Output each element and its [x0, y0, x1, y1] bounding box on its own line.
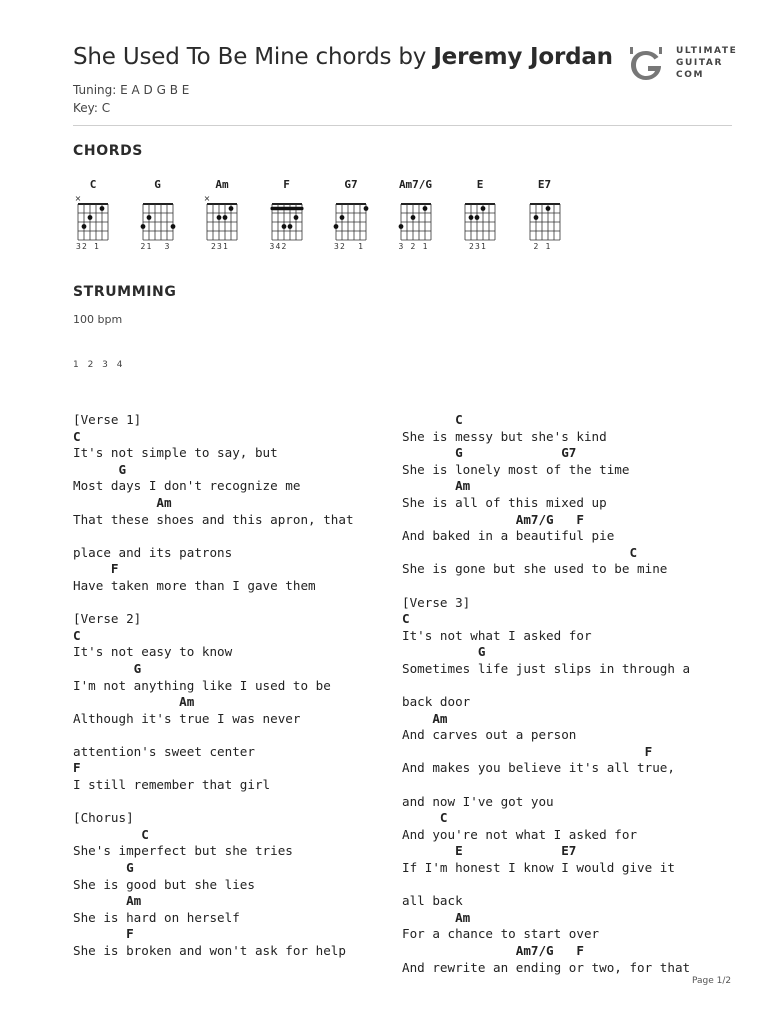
chord-line[interactable]: E E7 [402, 843, 577, 859]
chord-name: G7 [344, 178, 358, 191]
chord-diagram[interactable] [460, 178, 510, 258]
fretboard-grid [73, 192, 117, 244]
finger-dot [469, 215, 474, 220]
muted-string-icon: × [74, 194, 82, 203]
finger-dot [475, 215, 480, 220]
chord-line[interactable]: F [73, 561, 119, 577]
lyric-line: That these shoes and this apron, that [73, 511, 354, 527]
lyric-line: back door [402, 694, 471, 710]
line-gap [402, 578, 690, 595]
logo-line: COM [676, 70, 705, 80]
lyric-line: [Verse 1] [73, 412, 142, 427]
chord-line[interactable]: Am7/G F [402, 943, 584, 958]
chord-line[interactable]: F [73, 760, 81, 776]
chord-line[interactable]: C [402, 810, 448, 826]
fretboard-grid [202, 192, 246, 244]
key-label: Key: C [73, 101, 111, 115]
lyric-line: attention's sweet center [73, 743, 255, 759]
logo-wordmark [676, 45, 737, 81]
finger-dot [146, 215, 151, 220]
tempo-label: 100 bpm [73, 313, 123, 326]
chord-line[interactable]: C [402, 611, 410, 627]
chord-line[interactable]: G [402, 644, 486, 660]
finger-numbers: 231 [463, 242, 488, 251]
lyric-line: [Verse 2] [73, 611, 142, 627]
lyric-line: She is broken and won't ask for help [73, 943, 346, 958]
lyric-line: I'm not anything like I used to be [73, 677, 331, 693]
beat-counter: 1 2 3 4 [73, 360, 123, 370]
chord-diagram[interactable] [396, 178, 446, 258]
chord-line[interactable]: Am [73, 494, 172, 510]
finger-dot [281, 224, 286, 229]
lyric-line: all back [402, 893, 463, 909]
lyric-line: place and its patrons [73, 544, 233, 560]
line-gap [73, 794, 354, 811]
tuning-label: Tuning: E A D G B E [73, 83, 190, 97]
chord-line[interactable]: C [402, 544, 638, 560]
lyric-line: And you're not what I asked for [402, 826, 638, 842]
nut [465, 203, 495, 205]
finger-numbers: 3 2 1 [398, 242, 429, 251]
finger-numbers: 21 3 [140, 242, 171, 251]
lyric-line: And baked in a beautiful pie [402, 528, 615, 544]
finger-dot [287, 224, 292, 229]
line-gap [73, 528, 354, 545]
chord-line[interactable]: C [73, 627, 81, 643]
finger-numbers: 231 [205, 242, 230, 251]
artist-link[interactable]: Jeremy Jordan [433, 44, 613, 70]
finger-dot [398, 224, 403, 229]
lyric-line: Most days I don't recognize me [73, 478, 301, 494]
header-divider [73, 125, 732, 126]
guitar-pick-logo-icon [626, 44, 666, 84]
nut [336, 203, 366, 205]
chord-line[interactable]: F [402, 743, 653, 759]
lyrics-column-right [402, 412, 690, 976]
nut [530, 203, 560, 205]
fretboard-grid [460, 192, 504, 244]
lyric-line: It's not what I asked for [402, 627, 592, 643]
fretboard-grid [267, 192, 311, 244]
chord-name: F [283, 178, 290, 191]
lyric-line: And carves out a person [402, 727, 577, 743]
lyric-line: Sometimes life just slips in through a [402, 660, 691, 676]
finger-numbers: 2 1 [527, 242, 552, 251]
lyric-line: If I'm honest I know I would give it [402, 860, 675, 876]
finger-dot [410, 215, 415, 220]
chords-heading: CHORDS [73, 143, 143, 159]
finger-dot [140, 224, 145, 229]
chord-line[interactable]: Am [73, 694, 195, 710]
lyric-line: It's not easy to know [73, 644, 233, 660]
chord-line[interactable]: Am7/G F [402, 511, 584, 527]
chord-line[interactable]: C [402, 412, 463, 427]
chord-line[interactable]: Am [402, 710, 448, 726]
lyric-line: She is messy but she's kind [402, 428, 607, 444]
line-gap [402, 777, 690, 794]
finger-numbers: 32 1 [76, 242, 101, 251]
finger-dot [545, 206, 550, 211]
finger-dot [223, 215, 228, 220]
barre-mark [270, 207, 303, 210]
finger-dot [422, 206, 427, 211]
finger-numbers: 342 [269, 242, 288, 251]
chord-line[interactable]: C [73, 428, 81, 444]
finger-dot [334, 224, 339, 229]
chord-line[interactable]: G [73, 461, 127, 477]
chord-line[interactable]: G [73, 660, 142, 676]
chord-line[interactable]: Am [73, 893, 142, 909]
fretboard-grid [396, 192, 440, 244]
ultimate-guitar-logo[interactable] [626, 44, 736, 84]
finger-dot [364, 206, 369, 211]
line-gap [402, 678, 690, 695]
nut [401, 203, 431, 205]
logo-line: ULTIMATE [676, 46, 738, 56]
nut [272, 203, 302, 205]
chord-diagram[interactable] [331, 178, 381, 258]
lyric-line: She is lonely most of the time [402, 461, 630, 477]
finger-dot [229, 206, 234, 211]
line-gap [73, 727, 354, 744]
line-gap [402, 877, 690, 894]
chord-line[interactable]: Am [402, 478, 471, 494]
song-title [73, 44, 613, 70]
chord-name: Am7/G [398, 178, 433, 191]
lyric-line: She's imperfect but she tries [73, 843, 293, 859]
fretboard-grid [331, 192, 375, 244]
lyric-line: And rewrite an ending or two, for that [402, 959, 691, 975]
chord-line[interactable]: G [73, 860, 134, 876]
chord-line[interactable]: C [73, 826, 149, 842]
lyric-line: [Verse 3] [402, 594, 471, 610]
lyric-line: She is hard on herself [73, 909, 240, 925]
lyric-line: For a chance to start over [402, 926, 600, 942]
chord-diagram[interactable] [73, 178, 123, 258]
chord-name: C [89, 178, 97, 191]
chord-line[interactable]: F [73, 926, 134, 942]
finger-dot [170, 224, 175, 229]
line-gap [73, 595, 354, 612]
chord-name: G [154, 178, 161, 191]
finger-dot [217, 215, 222, 220]
chord-line[interactable]: G G7 [402, 445, 577, 461]
lyric-line: I still remember that girl [73, 777, 271, 793]
lyric-line: And makes you believe it's all true, [402, 760, 675, 776]
chord-name: Am [215, 178, 229, 191]
finger-dot [340, 215, 345, 220]
finger-numbers: 32 1 [334, 242, 365, 251]
page-number: Page 1/2 [692, 976, 732, 986]
finger-dot [100, 206, 105, 211]
chord-name: E [476, 178, 484, 191]
muted-string-icon: × [203, 194, 211, 203]
nut [78, 203, 108, 205]
lyric-line: She is good but she lies [73, 876, 255, 892]
lyric-line: [Chorus] [73, 810, 134, 826]
lyric-line: Have taken more than I gave them [73, 577, 316, 593]
song-name: She Used To Be Mine chords by [73, 44, 434, 70]
chord-diagram[interactable] [202, 178, 252, 258]
fretboard-grid [525, 192, 569, 244]
lyric-line: and now I've got you [402, 793, 554, 809]
nut [207, 203, 237, 205]
chord-diagram[interactable] [525, 178, 575, 258]
finger-dot [533, 215, 538, 220]
chord-diagram[interactable] [138, 178, 188, 258]
lyric-line: It's not simple to say, but [73, 445, 278, 461]
logo-line: GUITAR [676, 58, 723, 68]
lyric-line: She is gone but she used to be mine [402, 561, 668, 577]
finger-dot [88, 215, 93, 220]
chord-diagram[interactable] [267, 178, 317, 258]
finger-dot [82, 224, 87, 229]
nut [143, 203, 173, 205]
lyric-line: Although it's true I was never [73, 710, 301, 726]
finger-dot [481, 206, 486, 211]
strumming-heading: STRUMMING [73, 284, 177, 300]
chord-line[interactable]: Am [402, 909, 471, 925]
finger-dot [293, 215, 298, 220]
lyrics-column-left [73, 412, 354, 960]
chord-name: E7 [537, 178, 552, 191]
fretboard-grid [138, 192, 182, 244]
lyric-line: She is all of this mixed up [402, 494, 607, 510]
